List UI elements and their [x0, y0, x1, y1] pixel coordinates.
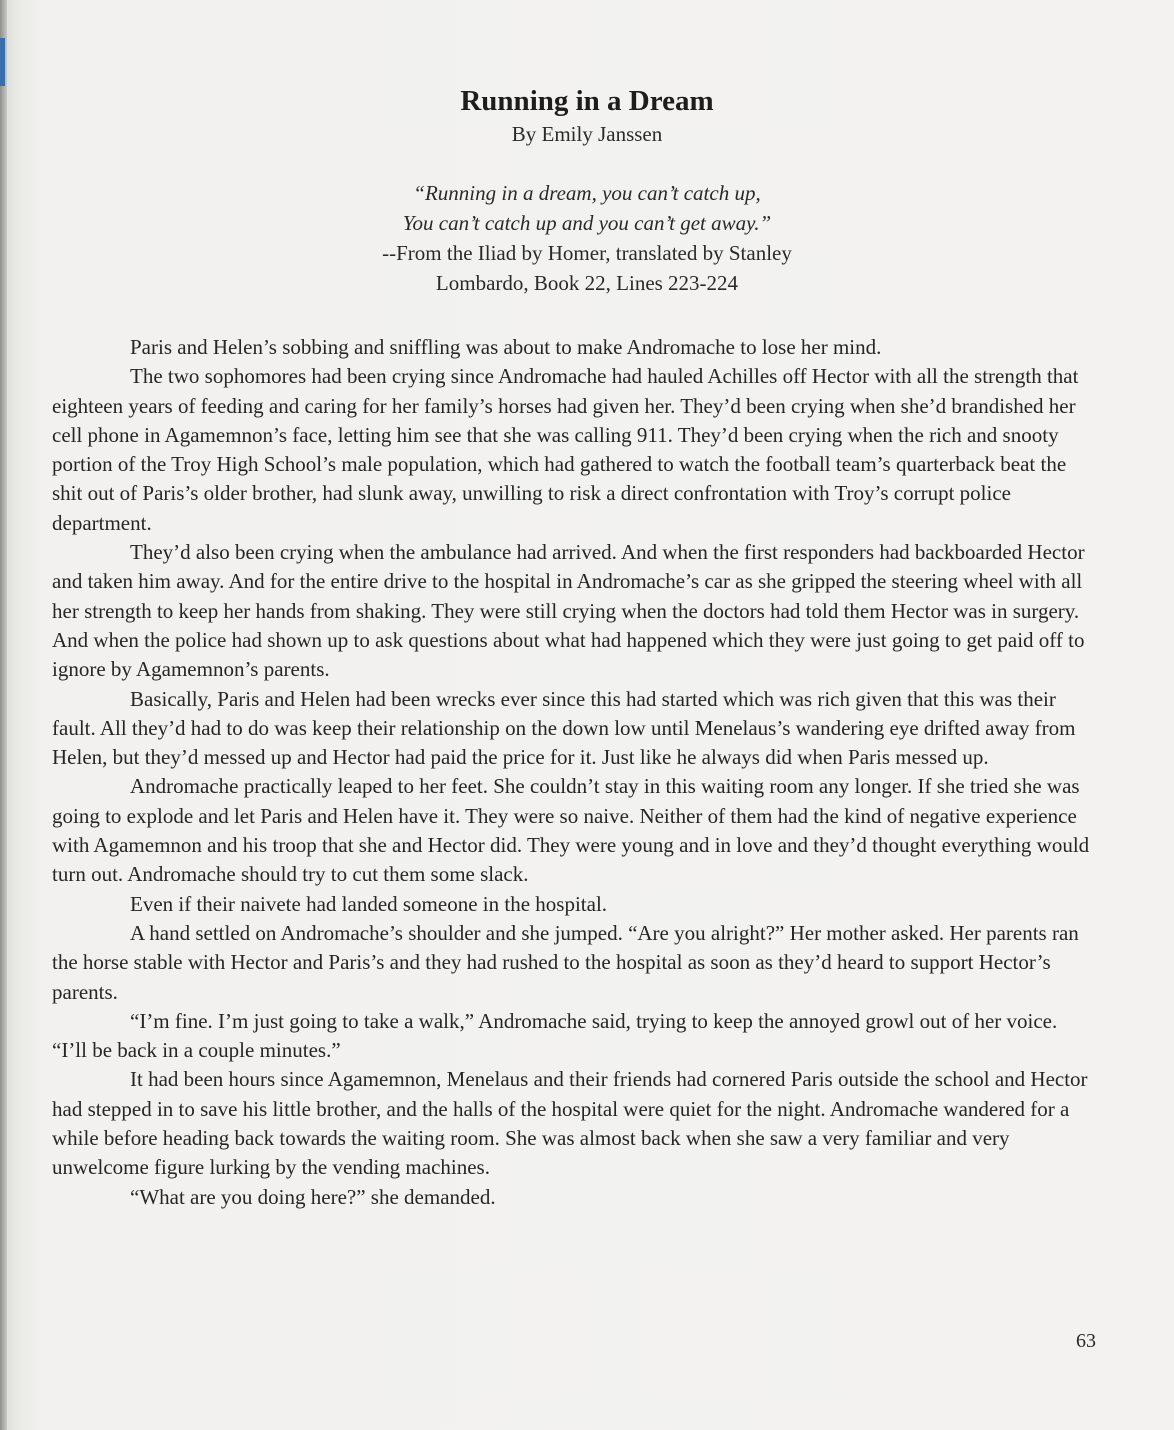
paragraph: Andromache practically leaped to her feet. She couldn’t stay in this waiting room any longer. If she tried she was going to explode and let Paris and Helen have it. They were so naive. Neither of them had the kind of negative experience with Agamemnon and his troop that she and Hector did. They were young and in love and they’d thought everything would turn out. Andromache should try to cut them some slack.	[52, 774, 1090, 887]
epigraph	[0, 178, 1174, 298]
paragraph: They’d also been crying when the ambulance had arrived. And when the first responders had backboarded Hector and taken him away. And for the entire drive to the hospital in Andromache’s car as she gripped the steering wheel with all her strength to keep her hands from shaking. They were still crying when the doctors had told them Hector was in surgery. And when the police had shown up to ask questions about what had happened which they were just going to get paid off to ignore by Agamemnon’s parents.	[52, 540, 1085, 682]
paragraph: A hand settled on Andromache’s shoulder and she jumped. “Are you alright?” Her mother asked. Her parents ran the horse stable with Hector and Paris’s and they had rushed to the hospital as soon as they’d heard to support Hector’s parents.	[52, 920, 1079, 1004]
paragraph: “I’m fine. I’m just going to take a walk,” Andromache said, trying to keep the annoyed growl out of her voice. “I’ll be back in a couple minutes.”	[52, 1008, 1058, 1063]
paragraph: Paris and Helen’s sobbing and sniffling was about to make Andromache to lose her mind.	[130, 335, 882, 359]
epigraph-source-line-2: Lombardo, Book 22, Lines 223-224	[435, 271, 739, 295]
story-body	[52, 333, 1096, 1212]
epigraph-quote-line-1: “Running in a dream, you can’t catch up,	[413, 181, 761, 205]
binding-mark	[0, 38, 5, 86]
epigraph-source-line-1: --From the Iliad by Homer, translated by Stanley	[382, 241, 792, 265]
epigraph-quote-line-2: You can’t catch up and you can’t get away.”	[402, 211, 772, 235]
paragraph: “What are you doing here?” she demanded.	[130, 1184, 496, 1209]
paragraph: Basically, Paris and Helen had been wrecks ever since this had started which was rich given that this was their fault. All they’d had to do was keep their relationship on the down low until Menelaus’s wandering eye drifted away from Helen, but they’d messed up and Hector had paid the price for it. Just like he always did when Paris messed up.	[52, 686, 1076, 770]
author-byline: By Emily Janssen	[511, 122, 663, 146]
page-number: 63	[1076, 1330, 1096, 1352]
paragraph: It had been hours since Agamemnon, Menelaus and their friends had cornered Paris outside the school and Hector had stepped in to save his little brother, and the halls of the hospital were quiet for the night. Andromache wandered for a while before heading back towards the waiting room. She was almost back when she saw a very familiar and very unwelcome figure lurking by the vending machines.	[52, 1067, 1088, 1180]
story-title: Running in a Dream	[460, 85, 714, 117]
paragraph: Even if their naivete had landed someone in the hospital.	[130, 891, 608, 916]
paragraph: The two sophomores had been crying since Andromache had hauled Achilles off Hector with all the strength that eighteen years of feeding and caring for her family’s horses had given her. They’d been crying when she’d brandished her cell phone in Agamemnon’s face, letting him see that she was calling 911. They’d been crying when the rich and snooty portion of the Troy High School’s male population, which had gathered to watch the football team’s quarterback beat the shit out of Paris’s older brother, had slunk away, unwilling to risk a direct confrontation with Troy’s corrupt police department.	[52, 364, 1079, 535]
